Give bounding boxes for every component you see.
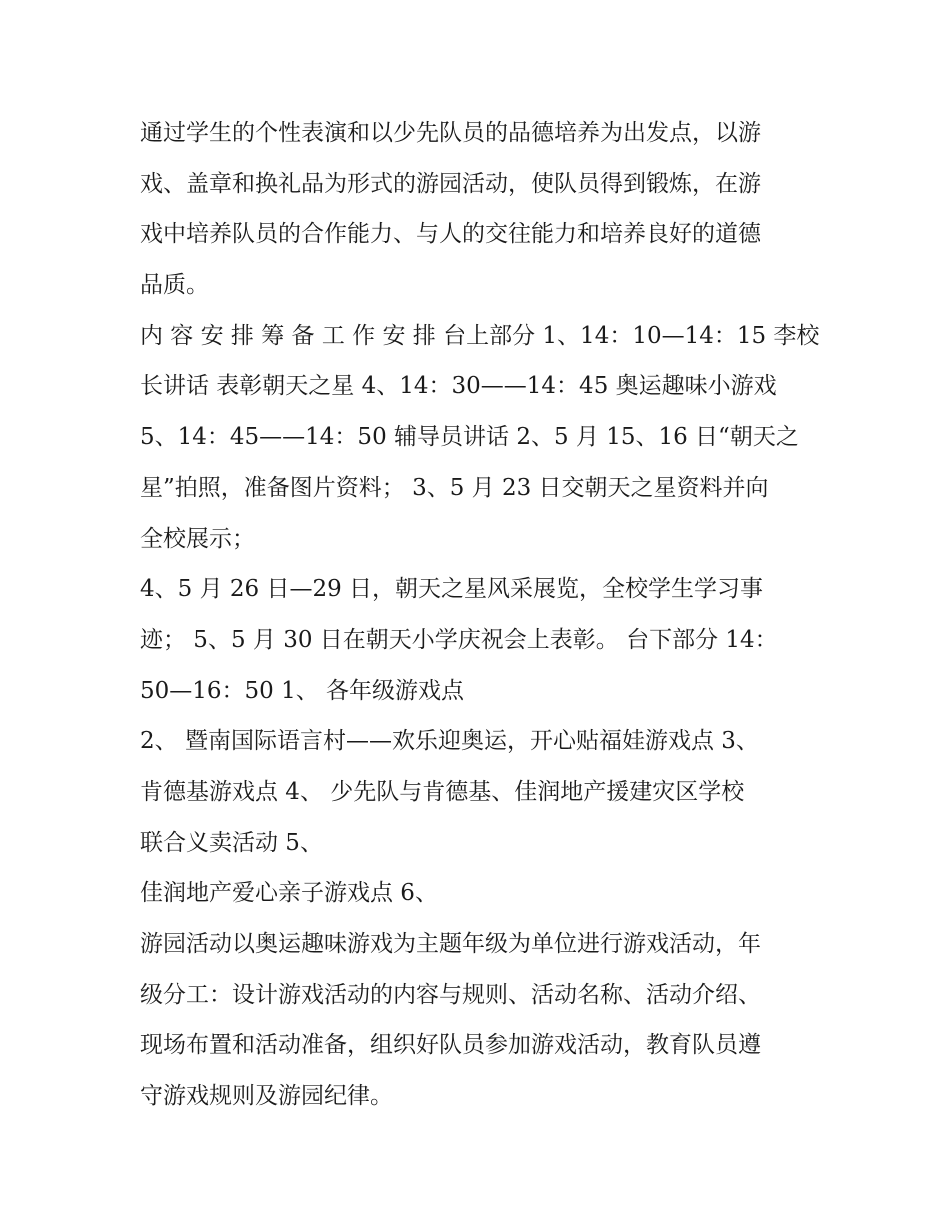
text-line-4: 品质。 [140, 272, 209, 299]
text-line-6: 长讲话 表彰朝天之星 4、14：30——14：45 奥运趣味小游戏 [140, 373, 777, 400]
text-line-20: 守游戏规则及游园纪律。 [140, 1083, 393, 1110]
text-line-3: 戏中培养队员的合作能力、与人的交往能力和培养良好的道德 [140, 221, 761, 248]
text-line-9: 全校展示； [140, 525, 255, 552]
text-line-19: 现场布置和活动准备，组织好队员参加游戏活动，教育队员遵 [140, 1032, 761, 1059]
text-line-1: 通过学生的个性表演和以少先队员的品德培养为出发点，以游 [140, 120, 761, 146]
text-line-13: 2、 暨南国际语言村——欢乐迎奥运，开心贴福娃游戏点 3、 [140, 728, 759, 755]
document-body [140, 108, 820, 1122]
text-line-2: 戏、盖章和换礼品为形式的游园活动，使队员得到锻炼，在游 [140, 170, 761, 197]
text-line-14: 肯德基游戏点 4、 少先队与肯德基、佳润地产援建灾区学校 [140, 778, 745, 805]
text-line-17: 游园活动以奥运趣味游戏为主题年级为单位进行游戏活动，年 [140, 931, 761, 957]
text-line-16: 佳润地产爱心亲子游戏点 6、 [140, 880, 438, 907]
text-line-18: 级分工：设计游戏活动的内容与规则、活动名称、活动介绍、 [140, 981, 761, 1008]
text-line-7: 5、14：45——14：50 辅导员讲话 2、5 月 15、16 日“朝天之 [140, 424, 799, 451]
text-line-11: 迹； 5、5 月 30 日在朝天小学庆祝会上表彰。 台下部分 14： [140, 626, 778, 653]
text-line-8: 星”拍照，准备图片资料； 3、5 月 23 日交朝天之星资料并向 [140, 474, 769, 501]
text-line-10: 4、5 月 26 日—29 日，朝天之星风采展览，全校学生学习事 [140, 576, 764, 603]
text-line-15: 联合义卖活动 5、 [140, 829, 323, 856]
text-line-5: 内 容 安 排 筹 备 工 作 安 排 台上部分 1、14：10—14：15 李校 [140, 322, 820, 349]
text-line-12: 50—16：50 1、 各年级游戏点 [140, 677, 465, 704]
